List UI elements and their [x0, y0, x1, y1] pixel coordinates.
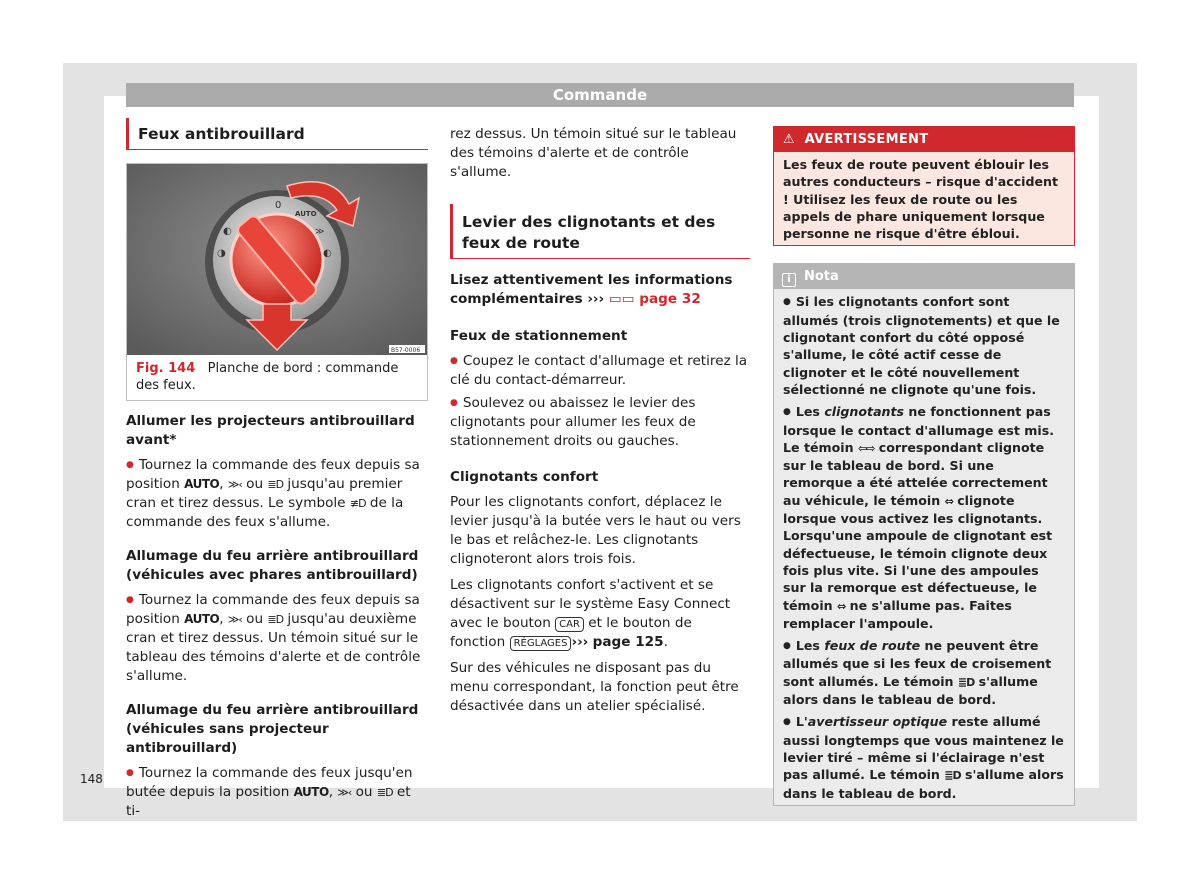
- heading-comfort-signals: Clignotants confort: [450, 469, 599, 485]
- bullet-front-fog: ● Tournez la commande des feux depuis sa position AUTO, ≫‹ ou ≣D jusqu'au premier cran et tirez dessus. Le symbole ≢D de la commande des feux s'allume.: [126, 456, 428, 532]
- page-125-link[interactable]: page 125: [592, 634, 664, 650]
- figure-caption-text: Planche de bord : commande des feux.: [136, 361, 399, 393]
- comfort-paragraph-1: Pour les clignotants confort, déplacez le levier jusqu'à la butée vers le haut ou vers le bas et relâchez-le. Les clignotants clignoteront alors trois fois.: [450, 494, 741, 567]
- note-header: i Nota: [773, 263, 1075, 289]
- dial-auto-label: AUTO: [295, 210, 317, 218]
- high-beam-icon: ≣D: [944, 769, 961, 783]
- note-item-3: ● Les feux de route ne peuvent être allumés que si les feux de croisement sont allumés. Le témoin ≣D s'allume alors dans le tableau de bord.: [783, 637, 1065, 708]
- parking-light-icon: ≫‹: [227, 613, 242, 626]
- column-right: [773, 126, 1075, 806]
- section-title-fog-lights: Feux antibrouillard: [126, 118, 428, 150]
- turn-signal-icon: ⇦⇨: [857, 441, 875, 455]
- figure-caption: [127, 355, 427, 400]
- heading-front-fog: Allumer les projecteurs antibrouillard avant*: [126, 413, 415, 448]
- trailer-signal-icon: ⇔: [837, 599, 846, 613]
- note-item-2: ● Les clignotants ne fonctionnent pas lorsque le contact d'allumage est mis. Le témoin ⇦⇨ correspondant clignote sur le tableau de bord. Si une remorque a été attelée correctement au véhicule, le témoin ⇔ clignote lorsque vous activez les clignotants. Lorsqu'une ampoule de clignotant est défectueuse, le témoin clignote deux fois plus vite. Si l'une des ampoules sur la remorque est défectueuse, le témoin ⇔ ne s'allume pas. Faites remplacer l'ampoule.: [783, 403, 1065, 632]
- figure-label: Fig. 144: [136, 361, 196, 376]
- high-beam-icon: ≣D: [957, 675, 975, 689]
- bullet-parking-1: ● Coupez le contact d'allumage et retirez la clé du contact-démarreur.: [450, 352, 750, 390]
- svg-text:◐: ◐: [223, 226, 232, 237]
- note-body: [773, 289, 1075, 805]
- info-icon: i: [782, 273, 796, 287]
- light-switch-illustration: [127, 164, 427, 355]
- section-title-turn-signals: Levier des clignotants et des feux de route: [450, 204, 750, 259]
- bullet-rear-fog-with: ● Tournez la commande des feux depuis sa position AUTO, ≫‹ ou ≣D jusqu'au deuxième cran et tirez dessus. Un témoin situé sur le tableau des témoins d'alerte et de contrôle s'allume.: [126, 591, 428, 686]
- chapter-banner: Commande: [126, 83, 1074, 107]
- bullet-parking-2: ● Soulevez ou abaissez le levier des clignotants pour allumer les feux de stationnement droits ou gauches.: [450, 394, 750, 451]
- read-more-page-link[interactable]: page 32: [639, 291, 701, 307]
- page-number: 148: [80, 772, 103, 786]
- low-beam-icon: ≣D: [376, 786, 393, 799]
- read-more: Lisez attentivement les informations complémentaires ››› ▭▭ page 32: [450, 272, 733, 307]
- parking-light-icon: ≫‹: [227, 478, 242, 491]
- svg-text:◑: ◑: [217, 248, 226, 259]
- svg-text:≫: ≫: [315, 227, 325, 237]
- column-left: [126, 118, 428, 821]
- continued-text: rez dessus. Un témoin situé sur le tableau des témoins d'alerte et de contrôle s'allume.: [450, 126, 737, 180]
- warning-text: Les feux de route peuvent éblouir les autres conducteurs – risque d'accident ! Utilisez les feux de route ou les appels de phare uniquement lorsque personne ne risque d'être ébloui.: [773, 152, 1075, 246]
- reglages-button: RÉGLAGES: [510, 636, 572, 651]
- column-middle: [450, 118, 750, 716]
- heading-rear-fog-with: Allumage du feu arrière antibrouillard (véhicules avec phares antibrouillard): [126, 548, 419, 583]
- note-item-1: ● Si les clignotants confort sont allumés (trois clignotements) et que le clignotant confort du côté opposé s'allume, le côté actif cesse de clignoter et le côté nouvellement sélectionné ne clignote qu'une fois.: [783, 293, 1065, 398]
- heading-parking-lights: Feux de stationnement: [450, 328, 628, 344]
- car-button: CAR: [555, 617, 584, 632]
- note-item-4: ● L'avertisseur optique reste allumé aussi longtemps que vous maintenez le levier tiré – même si l'éclairage n'est pas allumé. Le témoin ≣D s'allume alors dans le tableau de bord.: [783, 713, 1065, 801]
- dial-zero-label: 0: [275, 200, 282, 211]
- low-beam-icon: ≣D: [267, 478, 284, 491]
- warning-header: ⚠ AVERTISSEMENT: [773, 126, 1075, 152]
- bullet-rear-fog-without: ● Tournez la commande des feux jusqu'en butée depuis la position AUTO, ≫‹ ou ≣D et ti-: [126, 764, 428, 821]
- trailer-signal-icon: ⇔: [944, 494, 953, 508]
- comfort-paragraph-3: Sur des véhicules ne disposant pas du menu correspondant, la fonction peut être désactivée dans un atelier spécialisé.: [450, 660, 739, 714]
- book-icon: ▭▭: [608, 291, 635, 307]
- low-beam-icon: ≣D: [267, 613, 284, 626]
- parking-light-icon: ≫‹: [337, 786, 352, 799]
- heading-rear-fog-without: Allumage du feu arrière antibrouillard (véhicules sans projecteur antibrouillard): [126, 702, 419, 756]
- warning-triangle-icon: ⚠: [783, 132, 795, 147]
- svg-text:◐: ◐: [323, 248, 332, 259]
- comfort-paragraph-2: Les clignotants confort s'activent et se désactivent sur le système Easy Connect avec le bouton CAR et le bouton de fonction RÉGLAGES ››› page 125.: [450, 577, 731, 650]
- front-fog-icon: ≢D: [349, 497, 366, 510]
- figure-144: [126, 163, 428, 401]
- figure-code: B57-0006: [391, 347, 421, 354]
